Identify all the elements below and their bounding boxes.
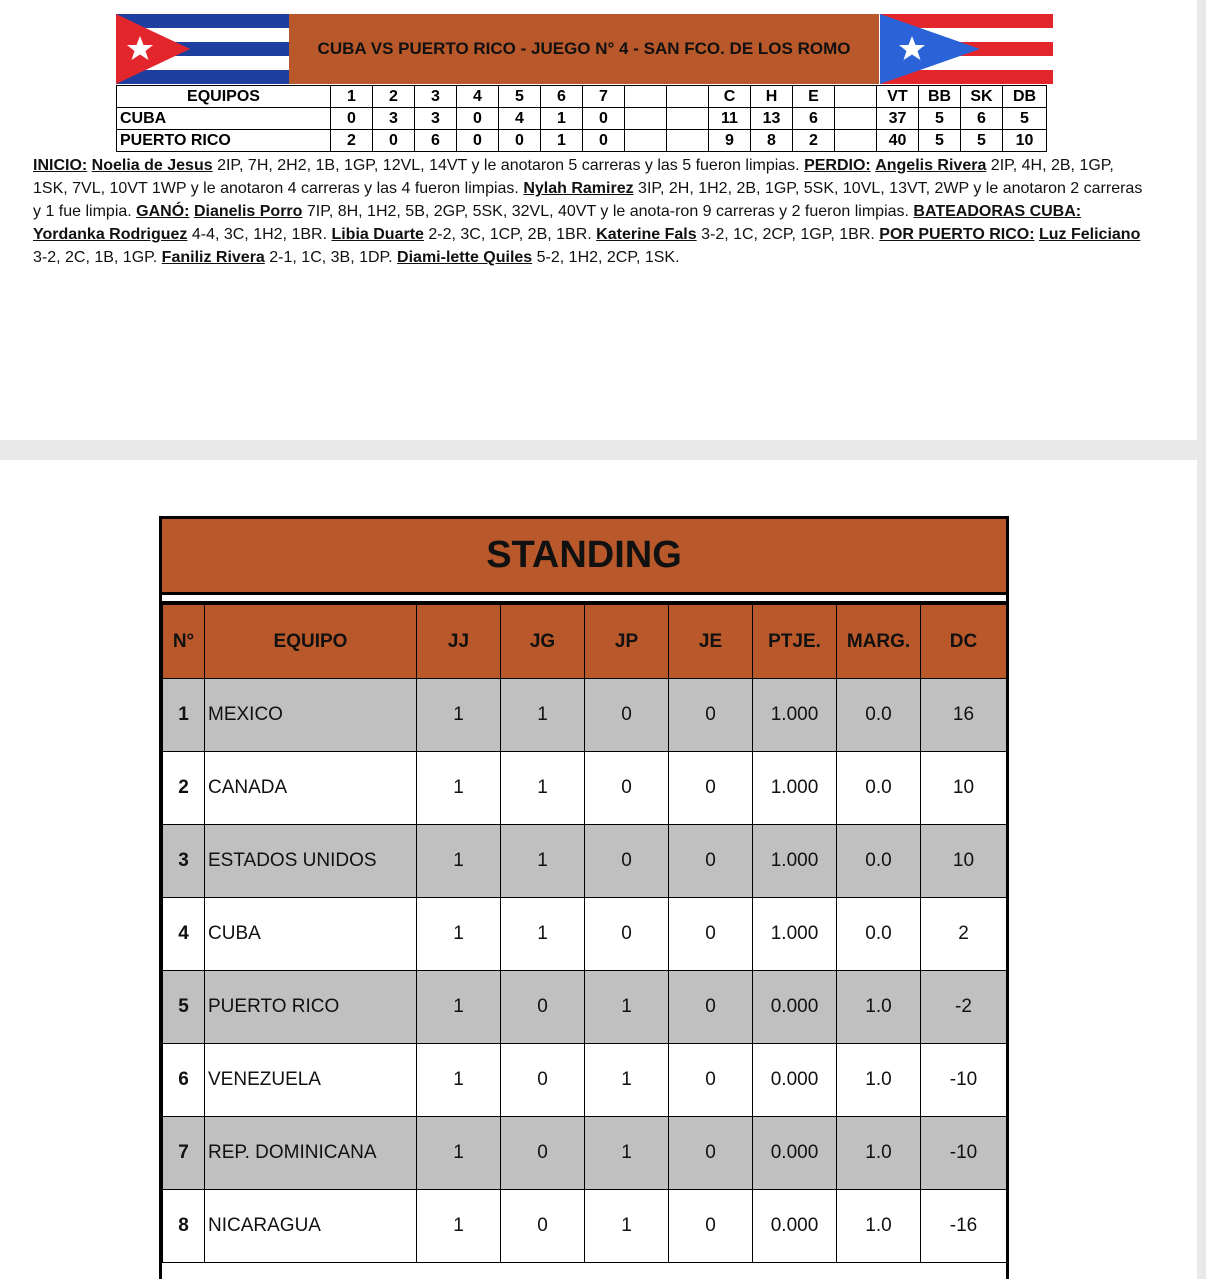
summary-text: 3-2, 2C, 1B, 1GP.: [33, 249, 162, 266]
box-cell: 0: [373, 130, 415, 152]
stat-cell: 1: [501, 752, 585, 825]
box-header-cell: H: [751, 86, 793, 108]
box-cell: 0: [331, 108, 373, 130]
rank-cell: 3: [163, 825, 205, 898]
stat-cell: 0: [501, 1117, 585, 1190]
column-header: PTJE.: [753, 605, 837, 679]
box-header-cell: VT: [877, 86, 919, 108]
box-header-cell: E: [793, 86, 835, 108]
stat-cell: 0: [669, 1190, 753, 1263]
box-cell: [835, 130, 877, 152]
box-cell: 10: [1003, 130, 1047, 152]
summary-player-name: Noelia de Jesus: [91, 157, 213, 174]
box-cell: 1: [541, 130, 583, 152]
stat-cell: 0: [669, 898, 753, 971]
box-cell: [667, 130, 709, 152]
stat-cell: 1: [417, 898, 501, 971]
box-cell: 13: [751, 108, 793, 130]
stat-cell: 0: [501, 1190, 585, 1263]
table-row: [163, 1117, 1007, 1190]
summary-label: GANÓ:: [136, 203, 190, 220]
summary-text: 7IP, 8H, 1H2, 5B, 2GP, 5SK, 32VL, 40VT y le anota-ron 9 carreras y 2 fueron limpias.: [302, 203, 914, 220]
box-cell: 5: [919, 130, 961, 152]
box-header-cell: [835, 86, 877, 108]
box-header-cell: 6: [541, 86, 583, 108]
rank-cell: 8: [163, 1190, 205, 1263]
stat-cell: 10: [921, 825, 1007, 898]
box-cell: 37: [877, 108, 919, 130]
standing-divider: [162, 595, 1006, 604]
summary-label: POR PUERTO RICO:: [879, 226, 1035, 243]
box-cell: 8: [751, 130, 793, 152]
column-header: JJ: [417, 605, 501, 679]
stat-cell: 1: [501, 679, 585, 752]
stat-cell: 0: [585, 825, 669, 898]
stat-cell: 0: [669, 825, 753, 898]
box-header-cell: [625, 86, 667, 108]
stat-cell: 1.0: [837, 971, 921, 1044]
summary-text: 2-1, 1C, 3B, 1DP.: [264, 249, 398, 266]
box-cell: 6: [793, 108, 835, 130]
box-cell: 1: [541, 108, 583, 130]
column-header: JG: [501, 605, 585, 679]
stat-cell: 0: [669, 971, 753, 1044]
box-cell: 4: [499, 108, 541, 130]
box-header-cell: 7: [583, 86, 625, 108]
summary-player-name: Faniliz Rivera: [161, 249, 265, 266]
stat-cell: 1: [417, 679, 501, 752]
stat-cell: 1: [585, 1117, 669, 1190]
box-cell: 3: [373, 108, 415, 130]
box-header-cell: 1: [331, 86, 373, 108]
stat-cell: 1: [417, 971, 501, 1044]
team-cell: NICARAGUA: [205, 1190, 417, 1263]
stat-cell: 0: [501, 971, 585, 1044]
team-cell: MEXICO: [205, 679, 417, 752]
box-cell: 9: [709, 130, 751, 152]
stat-cell: 1: [585, 1044, 669, 1117]
rank-cell: 2: [163, 752, 205, 825]
puerto-rico-flag-icon: [880, 14, 1053, 84]
team-cell: VENEZUELA: [205, 1044, 417, 1117]
rank-cell: 6: [163, 1044, 205, 1117]
table-row: [163, 752, 1007, 825]
stat-cell: 0: [585, 679, 669, 752]
box-cell: [625, 130, 667, 152]
page-1: [0, 0, 1197, 440]
standing-title: STANDING: [162, 519, 1006, 595]
rank-cell: 7: [163, 1117, 205, 1190]
stat-cell: 0.000: [753, 971, 837, 1044]
column-header: N°: [163, 605, 205, 679]
stat-cell: 0.0: [837, 825, 921, 898]
summary-player-name: Luz Feliciano: [1039, 226, 1141, 243]
team-cell: CANADA: [205, 752, 417, 825]
box-header-cell: 3: [415, 86, 457, 108]
game-title: CUBA VS PUERTO RICO - JUEGO N° 4 - SAN FCO. DE LOS ROMO: [289, 14, 879, 84]
standing-table: [162, 604, 1007, 1263]
stat-cell: 1.000: [753, 825, 837, 898]
rank-cell: 4: [163, 898, 205, 971]
stat-cell: 0.0: [837, 752, 921, 825]
summary-player-name: Katerine Fals: [596, 226, 697, 243]
table-row: [163, 1044, 1007, 1117]
box-header-cell: SK: [961, 86, 1003, 108]
box-cell: 2: [331, 130, 373, 152]
box-header-cell: 4: [457, 86, 499, 108]
stat-cell: 2: [921, 898, 1007, 971]
box-cell: 5: [919, 108, 961, 130]
table-row: [163, 898, 1007, 971]
stat-cell: 1: [585, 1190, 669, 1263]
box-score-table: [116, 85, 1047, 152]
stat-cell: 0.000: [753, 1190, 837, 1263]
standing-header-row: [163, 605, 1007, 679]
column-header: EQUIPO: [205, 605, 417, 679]
stat-cell: 1.0: [837, 1044, 921, 1117]
box-score-header: [117, 86, 1047, 108]
summary-player-name: Nylah Ramirez: [523, 180, 634, 197]
box-cell: [667, 108, 709, 130]
stat-cell: 0: [669, 679, 753, 752]
stat-cell: 0.0: [837, 898, 921, 971]
box-cell: 6: [961, 108, 1003, 130]
summary-text: 2IP, 4H, 2B, 1GP, 1SK, 7VL, 10VT 1WP y le anotaron 4 carreras y las 4 fueron limpias.: [33, 157, 1114, 197]
stat-cell: 10: [921, 752, 1007, 825]
box-cell: 11: [709, 108, 751, 130]
stat-cell: 1: [417, 752, 501, 825]
box-cell: 5: [1003, 108, 1047, 130]
summary-text: 4-4, 3C, 1H2, 1BR.: [187, 226, 332, 243]
box-cell: 0: [583, 108, 625, 130]
table-row: [163, 679, 1007, 752]
rank-cell: 5: [163, 971, 205, 1044]
stat-cell: 1: [417, 1117, 501, 1190]
team-cell: CUBA: [205, 898, 417, 971]
summary-text: 2IP, 7H, 2H2, 1B, 1GP, 12VL, 14VT y le anotaron 5 carreras y las 5 fueron limpias.: [212, 157, 805, 174]
stat-cell: 1: [417, 825, 501, 898]
box-header-cell: 5: [499, 86, 541, 108]
stat-cell: 1: [417, 1044, 501, 1117]
stat-cell: -2: [921, 971, 1007, 1044]
stat-cell: 0.000: [753, 1044, 837, 1117]
summary-player-name: Dianelis Porro: [193, 203, 303, 220]
box-cell: 0: [457, 130, 499, 152]
stat-cell: 1: [501, 825, 585, 898]
stat-cell: 0: [669, 752, 753, 825]
box-header-cell: BB: [919, 86, 961, 108]
standing-table-container: [159, 516, 1009, 1279]
stat-cell: -10: [921, 1117, 1007, 1190]
stat-cell: 0: [585, 752, 669, 825]
box-header-cell: C: [709, 86, 751, 108]
box-cell: 0: [499, 130, 541, 152]
box-cell: 0: [457, 108, 499, 130]
summary-text: 3IP, 2H, 1H2, 2B, 1GP, 5SK, 10VL, 13VT, 2WP y le anotaron 2 carreras y 1 fue limpia.: [33, 180, 1143, 220]
column-header: JE: [669, 605, 753, 679]
stat-cell: 1.000: [753, 752, 837, 825]
stat-cell: 0.0: [837, 679, 921, 752]
box-header-cell: DB: [1003, 86, 1047, 108]
stat-cell: 1.000: [753, 679, 837, 752]
cuba-flag-icon: [116, 14, 289, 84]
stat-cell: 16: [921, 679, 1007, 752]
summary-text: 2-2, 3C, 1CP, 2B, 1BR.: [423, 226, 597, 243]
box-header-cell: [667, 86, 709, 108]
stat-cell: -10: [921, 1044, 1007, 1117]
summary-label: PERDIO:: [804, 157, 871, 174]
rank-cell: 1: [163, 679, 205, 752]
stat-cell: 0: [501, 1044, 585, 1117]
box-header-cell: EQUIPOS: [117, 86, 331, 108]
stat-cell: 0: [669, 1044, 753, 1117]
column-header: DC: [921, 605, 1007, 679]
box-score-row-cuba: [117, 108, 1047, 130]
team-cell: REP. DOMINICANA: [205, 1117, 417, 1190]
box-team-name: CUBA: [117, 108, 331, 130]
table-row: [163, 825, 1007, 898]
box-cell: 2: [793, 130, 835, 152]
stat-cell: 1.0: [837, 1117, 921, 1190]
summary-player-name: Yordanka Rodriguez: [33, 226, 188, 243]
stat-cell: 1: [417, 1190, 501, 1263]
summary-label: INICIO:: [33, 157, 88, 174]
box-cell: 0: [583, 130, 625, 152]
column-header: MARG.: [837, 605, 921, 679]
stat-cell: 0: [669, 1117, 753, 1190]
box-team-name: PUERTO RICO: [117, 130, 331, 152]
summary-label: BATEADORAS CUBA:: [913, 203, 1082, 220]
box-cell: 6: [415, 130, 457, 152]
box-cell: 40: [877, 130, 919, 152]
stat-cell: 1: [585, 971, 669, 1044]
stat-cell: 1: [501, 898, 585, 971]
box-cell: 3: [415, 108, 457, 130]
summary-player-name: Libia Duarte: [331, 226, 424, 243]
summary-text: 3-2, 1C, 2CP, 1GP, 1BR.: [696, 226, 880, 243]
stat-cell: 1.0: [837, 1190, 921, 1263]
stat-cell: -16: [921, 1190, 1007, 1263]
box-cell: 5: [961, 130, 1003, 152]
game-summary: [33, 154, 1143, 269]
box-score-row-puerto-rico: [117, 130, 1047, 152]
summary-text: 5-2, 1H2, 2CP, 1SK.: [532, 249, 680, 266]
column-header: JP: [585, 605, 669, 679]
stat-cell: 0.000: [753, 1117, 837, 1190]
stat-cell: 1.000: [753, 898, 837, 971]
table-row: [163, 1190, 1007, 1263]
summary-player-name: Angelis Rivera: [875, 157, 987, 174]
box-header-cell: 2: [373, 86, 415, 108]
team-cell: ESTADOS UNIDOS: [205, 825, 417, 898]
summary-player-name: Diami-lette Quiles: [397, 249, 533, 266]
table-row: [163, 971, 1007, 1044]
stat-cell: 0: [585, 898, 669, 971]
box-cell: [835, 108, 877, 130]
box-cell: [625, 108, 667, 130]
team-cell: PUERTO RICO: [205, 971, 417, 1044]
